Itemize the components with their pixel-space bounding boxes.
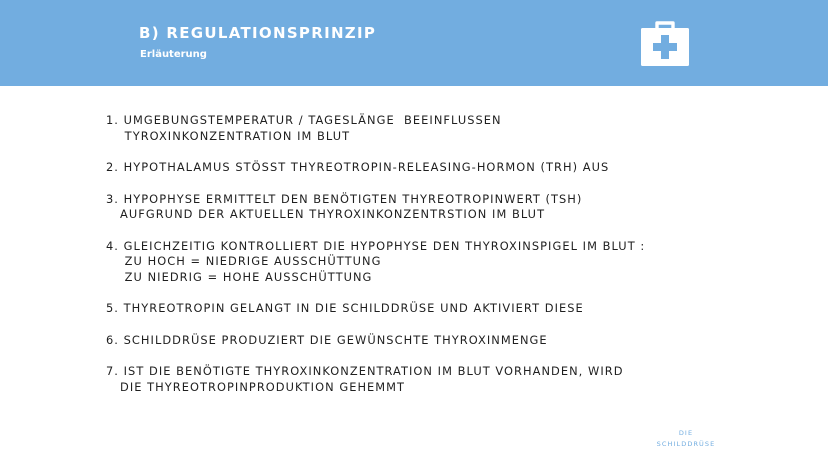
step-line: 1. UMGEBUNGSTEMPERATUR / TAGESLÄNGE BEEINFLUSSEN (106, 113, 502, 127)
step-line: 6. SCHILDDRÜSE PRODUZIERT DIE GEWÜNSCHTE THYROXINMENGE (106, 332, 548, 347)
step-line: 4. GLEICHZEITIG KONTROLLIERT DIE HYPOPHYSE DEN THYROXINSPIGEL IM BLUT : (106, 238, 646, 253)
step-item (106, 113, 806, 144)
footer-brand (640, 428, 732, 450)
first-aid-kit-icon (640, 19, 690, 67)
step-line: TYROXINKONZENTRATION IM BLUT (106, 128, 351, 143)
steps-list (106, 113, 806, 411)
header-bar (0, 0, 828, 86)
step-item (106, 301, 806, 317)
step-item (106, 160, 806, 176)
step-line: DIE THYREOTROPINPRODUKTION GEHEMMT (106, 379, 406, 394)
step-item (106, 333, 806, 349)
step-item (106, 239, 806, 286)
step-line: 7. IST DIE BENÖTIGTE THYROXINKONZENTRATION IM BLUT VORHANDEN, WIRD (106, 364, 624, 378)
step-line: 2. HYPOTHALAMUS STÖSST THYREOTROPIN-RELEASING-HORMON (TRH) AUS (106, 160, 610, 174)
footer-line-2: SCHILDDRÜSE (656, 440, 716, 448)
step-line: 5. THYREOTROPIN GELANGT IN DIE SCHILDDRÜSE UND AKTIVIERT DIESE (106, 301, 584, 315)
page-title: B) REGULATIONSPRINZIP (139, 24, 377, 42)
footer-line-1: DIE (678, 429, 694, 437)
step-line: ZU NIEDRIG = HOHE AUSSCHÜTTUNG (106, 269, 373, 284)
step-line: 3. HYPOPHYSE ERMITTELT DEN BENÖTIGTEN THYREOTROPINWERT (TSH) (106, 191, 583, 206)
step-line: ZU HOCH = NIEDRIGE AUSSCHÜTTUNG (106, 254, 382, 268)
page-subtitle: Erläuterung (140, 49, 207, 60)
step-item (106, 364, 806, 395)
step-item (106, 192, 806, 223)
step-line: AUFGRUND DER AKTUELLEN THYROXINKONZENTRSTION IM BLUT (106, 207, 546, 221)
